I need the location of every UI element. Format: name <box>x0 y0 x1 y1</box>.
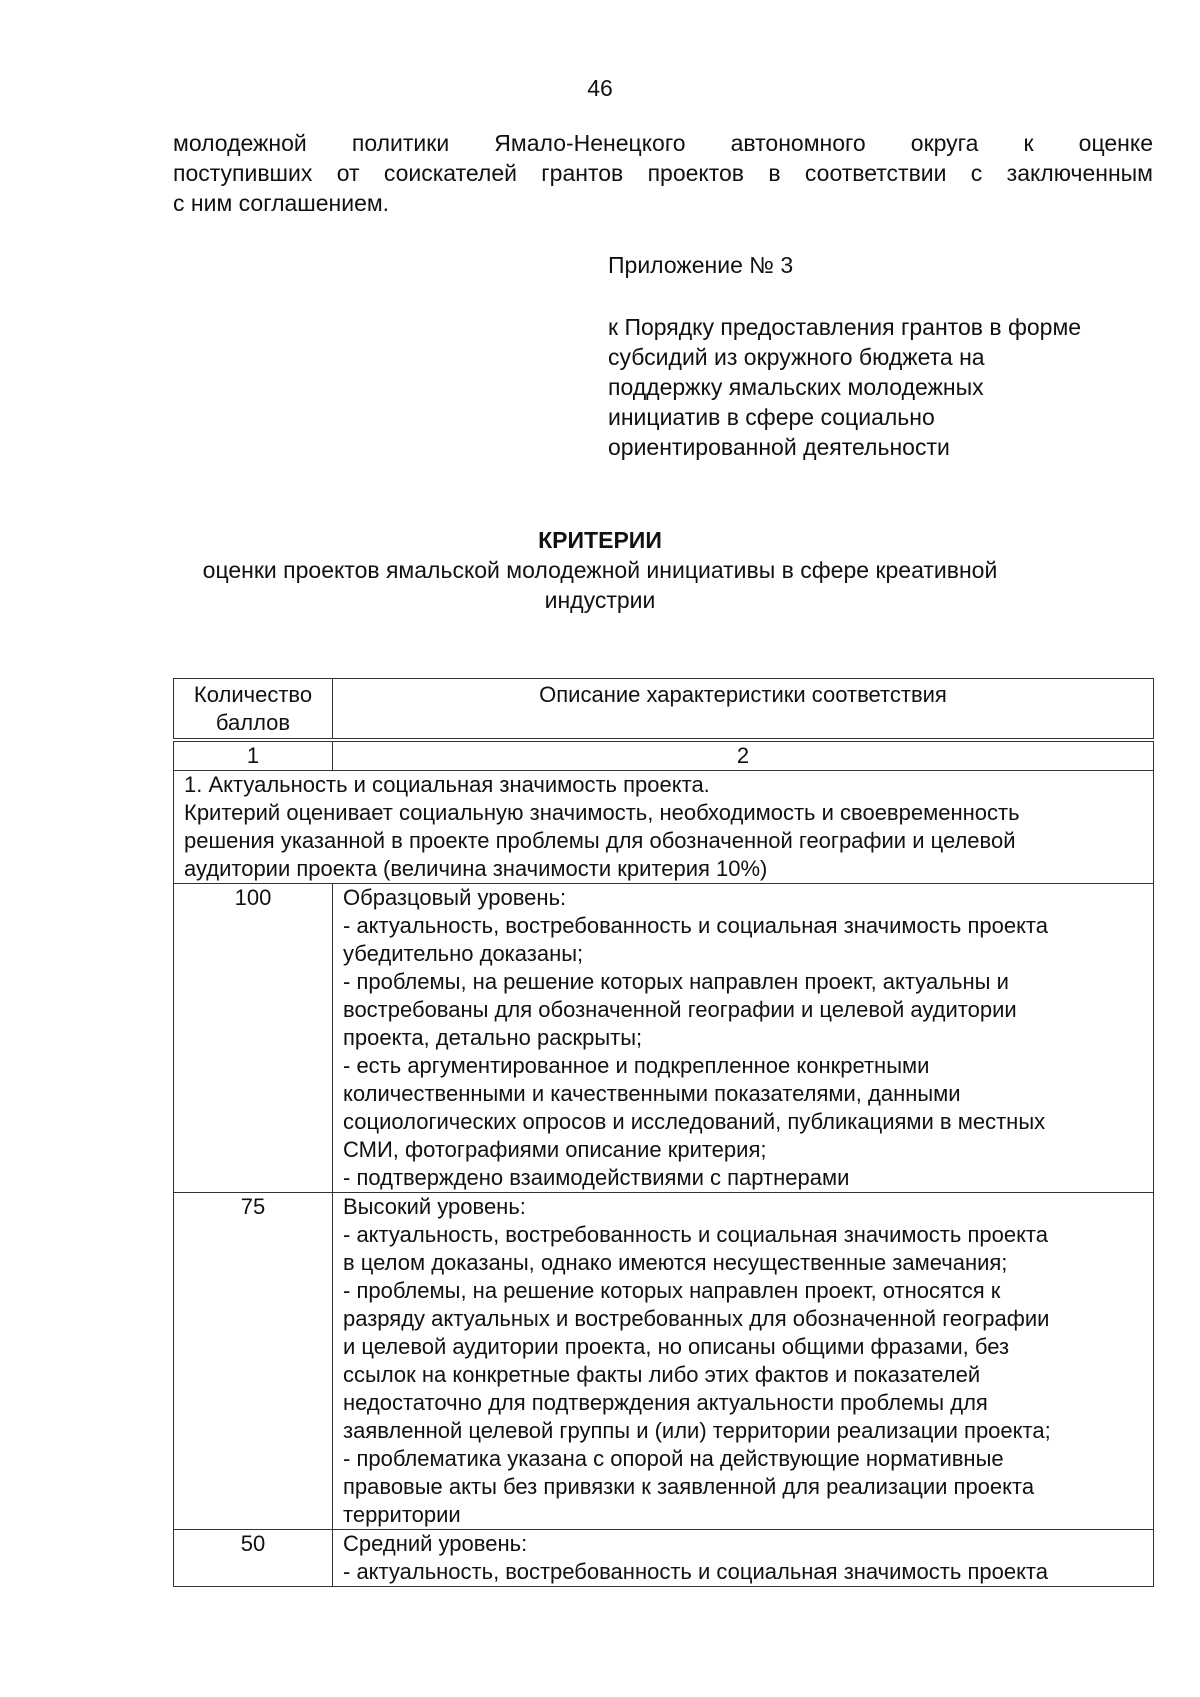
criteria-table <box>173 741 1154 1587</box>
appendix-title: Приложение № 3 <box>608 252 794 278</box>
description-line: убедительно доказаны; <box>343 941 584 966</box>
description-line: - актуальность, востребованность и социальная значимость проекта <box>343 1222 1048 1247</box>
score-cell: 100 <box>174 884 333 1193</box>
description-line: социологических опросов и исследований, публикациями в местных <box>343 1109 1046 1134</box>
description-line: Образцовый уровень: <box>343 885 567 910</box>
description-line: Средний уровень: <box>343 1531 528 1556</box>
description-cell <box>333 1530 1154 1587</box>
table-header-row <box>174 679 1154 739</box>
table-number-row <box>174 742 1154 771</box>
table-row <box>174 884 1154 1193</box>
score-cell: 75 <box>174 1193 333 1530</box>
description-line: разряду актуальных и востребованных для обозначенной географии <box>343 1306 1050 1331</box>
description-line: территории <box>343 1502 461 1527</box>
appendix-line: субсидий из окружного бюджета на <box>608 344 985 370</box>
section-line: решения указанной в проекте проблемы для обозначенной географии и целевой <box>184 828 1016 853</box>
description-line: в целом доказаны, однако имеются несущественные замечания; <box>343 1250 1008 1275</box>
description-line: - актуальность, востребованность и социальная значимость проекта <box>343 1559 1048 1584</box>
description-line: СМИ, фотографиями описание критерия; <box>343 1137 767 1162</box>
page-number: 46 <box>587 75 613 101</box>
description-cell <box>333 884 1154 1193</box>
header-score-cell: Количество баллов <box>174 679 333 739</box>
appendix-line: ориентированной деятельности <box>608 434 950 460</box>
appendix-body <box>608 312 1168 462</box>
description-line: недостаточно для подтверждения актуальности проблемы для <box>343 1390 988 1415</box>
description-line: - проблемы, на решение которых направлен проект, актуальны и <box>343 969 1009 994</box>
intro-line: поступивших от соискателей грантов проектов в соответствии с заключенным <box>173 160 1153 186</box>
section-line: 1. Актуальность и социальная значимость проекта. <box>184 772 710 797</box>
description-line: - подтверждено взаимодействиями с партнерами <box>343 1165 850 1190</box>
description-line: правовые акты без привязки к заявленной для реализации проекта <box>343 1474 1035 1499</box>
section-row <box>174 771 1154 884</box>
intro-line: молодежной политики Ямало-Ненецкого автономного округа к оценке <box>173 130 1153 156</box>
description-line: заявленной целевой группы и (или) территории реализации проекта; <box>343 1418 1051 1443</box>
section-description <box>174 771 1154 884</box>
description-line: количественными и качественными показателями, данными <box>343 1081 961 1106</box>
table-row <box>174 1193 1154 1530</box>
description-line: - есть аргументированное и подкрепленное конкретными <box>343 1053 930 1078</box>
score-cell: 50 <box>174 1530 333 1587</box>
criteria-table-header <box>173 678 1154 739</box>
description-line: - актуальность, востребованность и социальная значимость проекта <box>343 913 1048 938</box>
section-line: аудитории проекта (величина значимости критерия 10%) <box>184 856 768 881</box>
criteria-subtitle-line: оценки проектов ямальской молодежной инициативы в сфере креативной <box>202 557 998 583</box>
section-line: Критерий оценивает социальную значимость, необходимость и своевременность <box>184 800 1020 825</box>
column-number-1: 1 <box>174 742 333 771</box>
criteria-title: КРИТЕРИИ <box>538 527 662 553</box>
description-line: - проблематика указана с опорой на действующие нормативные <box>343 1446 1004 1471</box>
description-line: - проблемы, на решение которых направлен проект, относятся к <box>343 1278 1001 1303</box>
appendix-line: к Порядку предоставления грантов в форме <box>608 314 1082 340</box>
description-line: востребованы для обозначенной географии и целевой аудитории <box>343 997 1017 1022</box>
appendix-line: инициатив в сфере социально <box>608 404 935 430</box>
description-line: и целевой аудитории проекта, но описаны общими фразами, без <box>343 1334 1010 1359</box>
criteria-subtitle <box>150 555 1050 615</box>
description-cell <box>333 1193 1154 1530</box>
criteria-subtitle-line: индустрии <box>544 587 656 613</box>
appendix-line: поддержку ямальских молодежных <box>608 374 984 400</box>
column-number-2: 2 <box>333 742 1154 771</box>
table-row <box>174 1530 1154 1587</box>
intro-line: с ним соглашением. <box>173 190 390 216</box>
description-line: проекта, детально раскрыты; <box>343 1025 643 1050</box>
intro-paragraph <box>173 128 1153 218</box>
description-line: ссылок на конкретные факты либо этих фактов и показателей <box>343 1362 981 1387</box>
description-line: Высокий уровень: <box>343 1194 526 1219</box>
header-description-cell: Описание характеристики соответствия <box>333 679 1154 739</box>
